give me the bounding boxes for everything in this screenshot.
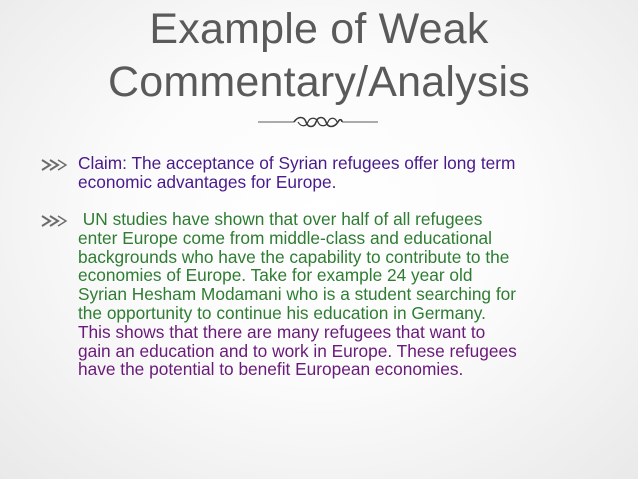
claim-line: economic advantages for Europe. [78, 171, 337, 192]
evidence-line: the opportunity to continue his education in Germany. [78, 302, 486, 323]
analysis-line: gain an education and to work in Europe. These refugees [78, 340, 517, 361]
evidence-line: economies of Europe. Take for example 24 year old [78, 265, 473, 286]
evidence-line: Syrian Hesham Modamani who is a student searching for [78, 284, 517, 305]
evidence-line: UN studies have shown that over half of all refugees [78, 209, 483, 229]
flourish-divider-icon [258, 110, 378, 134]
claim-line: Claim: The acceptance of Syrian refugees offer long term [78, 153, 516, 173]
analysis-line: have the potential to benefit European economies. [78, 359, 464, 380]
double-chevron-bullet-icon [40, 212, 70, 230]
slide-title-line-2: Commentary/Analysis [108, 58, 530, 106]
slide-title-line-1: Example of Weak [149, 5, 489, 53]
double-chevron-bullet-icon [40, 156, 70, 174]
evidence-line: enter Europe come from middle-class and educational [78, 227, 493, 248]
evidence-and-analysis-text [78, 210, 618, 379]
evidence-line: backgrounds who have the capability to contribute to the [78, 246, 510, 267]
claim-text [78, 154, 618, 192]
analysis-line: This shows that there are many refugees that want to [78, 321, 486, 342]
